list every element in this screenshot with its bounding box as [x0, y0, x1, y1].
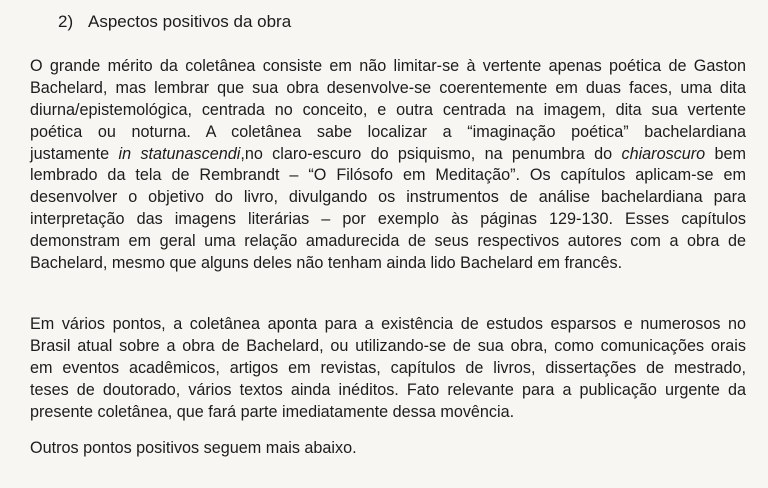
paragraph-closing-note — [30, 438, 746, 460]
italic-term-chiaroscuro: chiaroscuro — [621, 144, 706, 163]
section-title: Aspectos positivos da obra — [88, 12, 292, 31]
text-line: teses de doutorado, vários textos ainda inéditos. Fato relevante para a publicação urgente da — [30, 380, 746, 399]
text-line: presente coletânea, que fará parte imediatamente dessa movência. — [30, 402, 515, 421]
section-heading — [58, 11, 291, 33]
text-line: Outros pontos positivos seguem mais abaixo. — [30, 439, 357, 457]
text-line: interpretação das imagens literárias – por exemplo às páginas 129-130. Esses capítulos — [30, 210, 746, 229]
italic-term-statunascendi: in statunascendi — [118, 144, 241, 163]
text-line: Brasil atual sobre a obra de Bachelard, ou utilizando-se de sua obra, como comunicações orais — [30, 336, 746, 355]
text-line: O grande mérito da coletânea consiste em não limitar-se à vertente apenas poética de Gaston — [30, 57, 746, 75]
text-line: diurna/epistemológica, centrada no conceito, e outra centrada na imagem, dita sua vertente — [30, 100, 746, 119]
section-number: 2) — [58, 12, 74, 31]
text-line-mixed — [30, 144, 746, 166]
text-line: Em vários pontos, a coletânea aponta para a existência de estudos esparsos e numerosos no — [30, 315, 746, 333]
paragraph-scattered-studies — [30, 314, 746, 423]
text-run: ,no claro-escuro do psiquismo, na penumbra do — [240, 144, 622, 163]
text-line: Bachelard, mesmo que alguns deles não tenham ainda lido Bachelard em francês. — [30, 254, 623, 273]
text-line: demonstram em geral uma relação amadurecida de seus respectivos autores com a obra de — [30, 232, 746, 251]
paragraph-collection-merit — [30, 56, 746, 275]
text-line: desenvolver o objetivo do livro, divulgando os instrumentos de análise bachelardiana para — [30, 188, 746, 207]
text-run: bem — [705, 144, 746, 163]
text-line: em eventos acadêmicos, artigos em revistas, capítulos de livros, dissertações de mestrado, — [30, 358, 746, 377]
text-line: Bachelard, mas lembrar que sua obra desenvolve-se coerentemente em duas faces, uma dita — [30, 78, 746, 97]
text-line: lembrado da tela de Rembrandt – “O Filósofo em Meditação”. Os capítulos aplicam-se em — [30, 166, 746, 185]
text-run: justamente — [30, 144, 119, 163]
text-line: poética ou noturna. A coletânea sabe localizar a “imaginação poética” bachelardiana — [30, 122, 746, 141]
